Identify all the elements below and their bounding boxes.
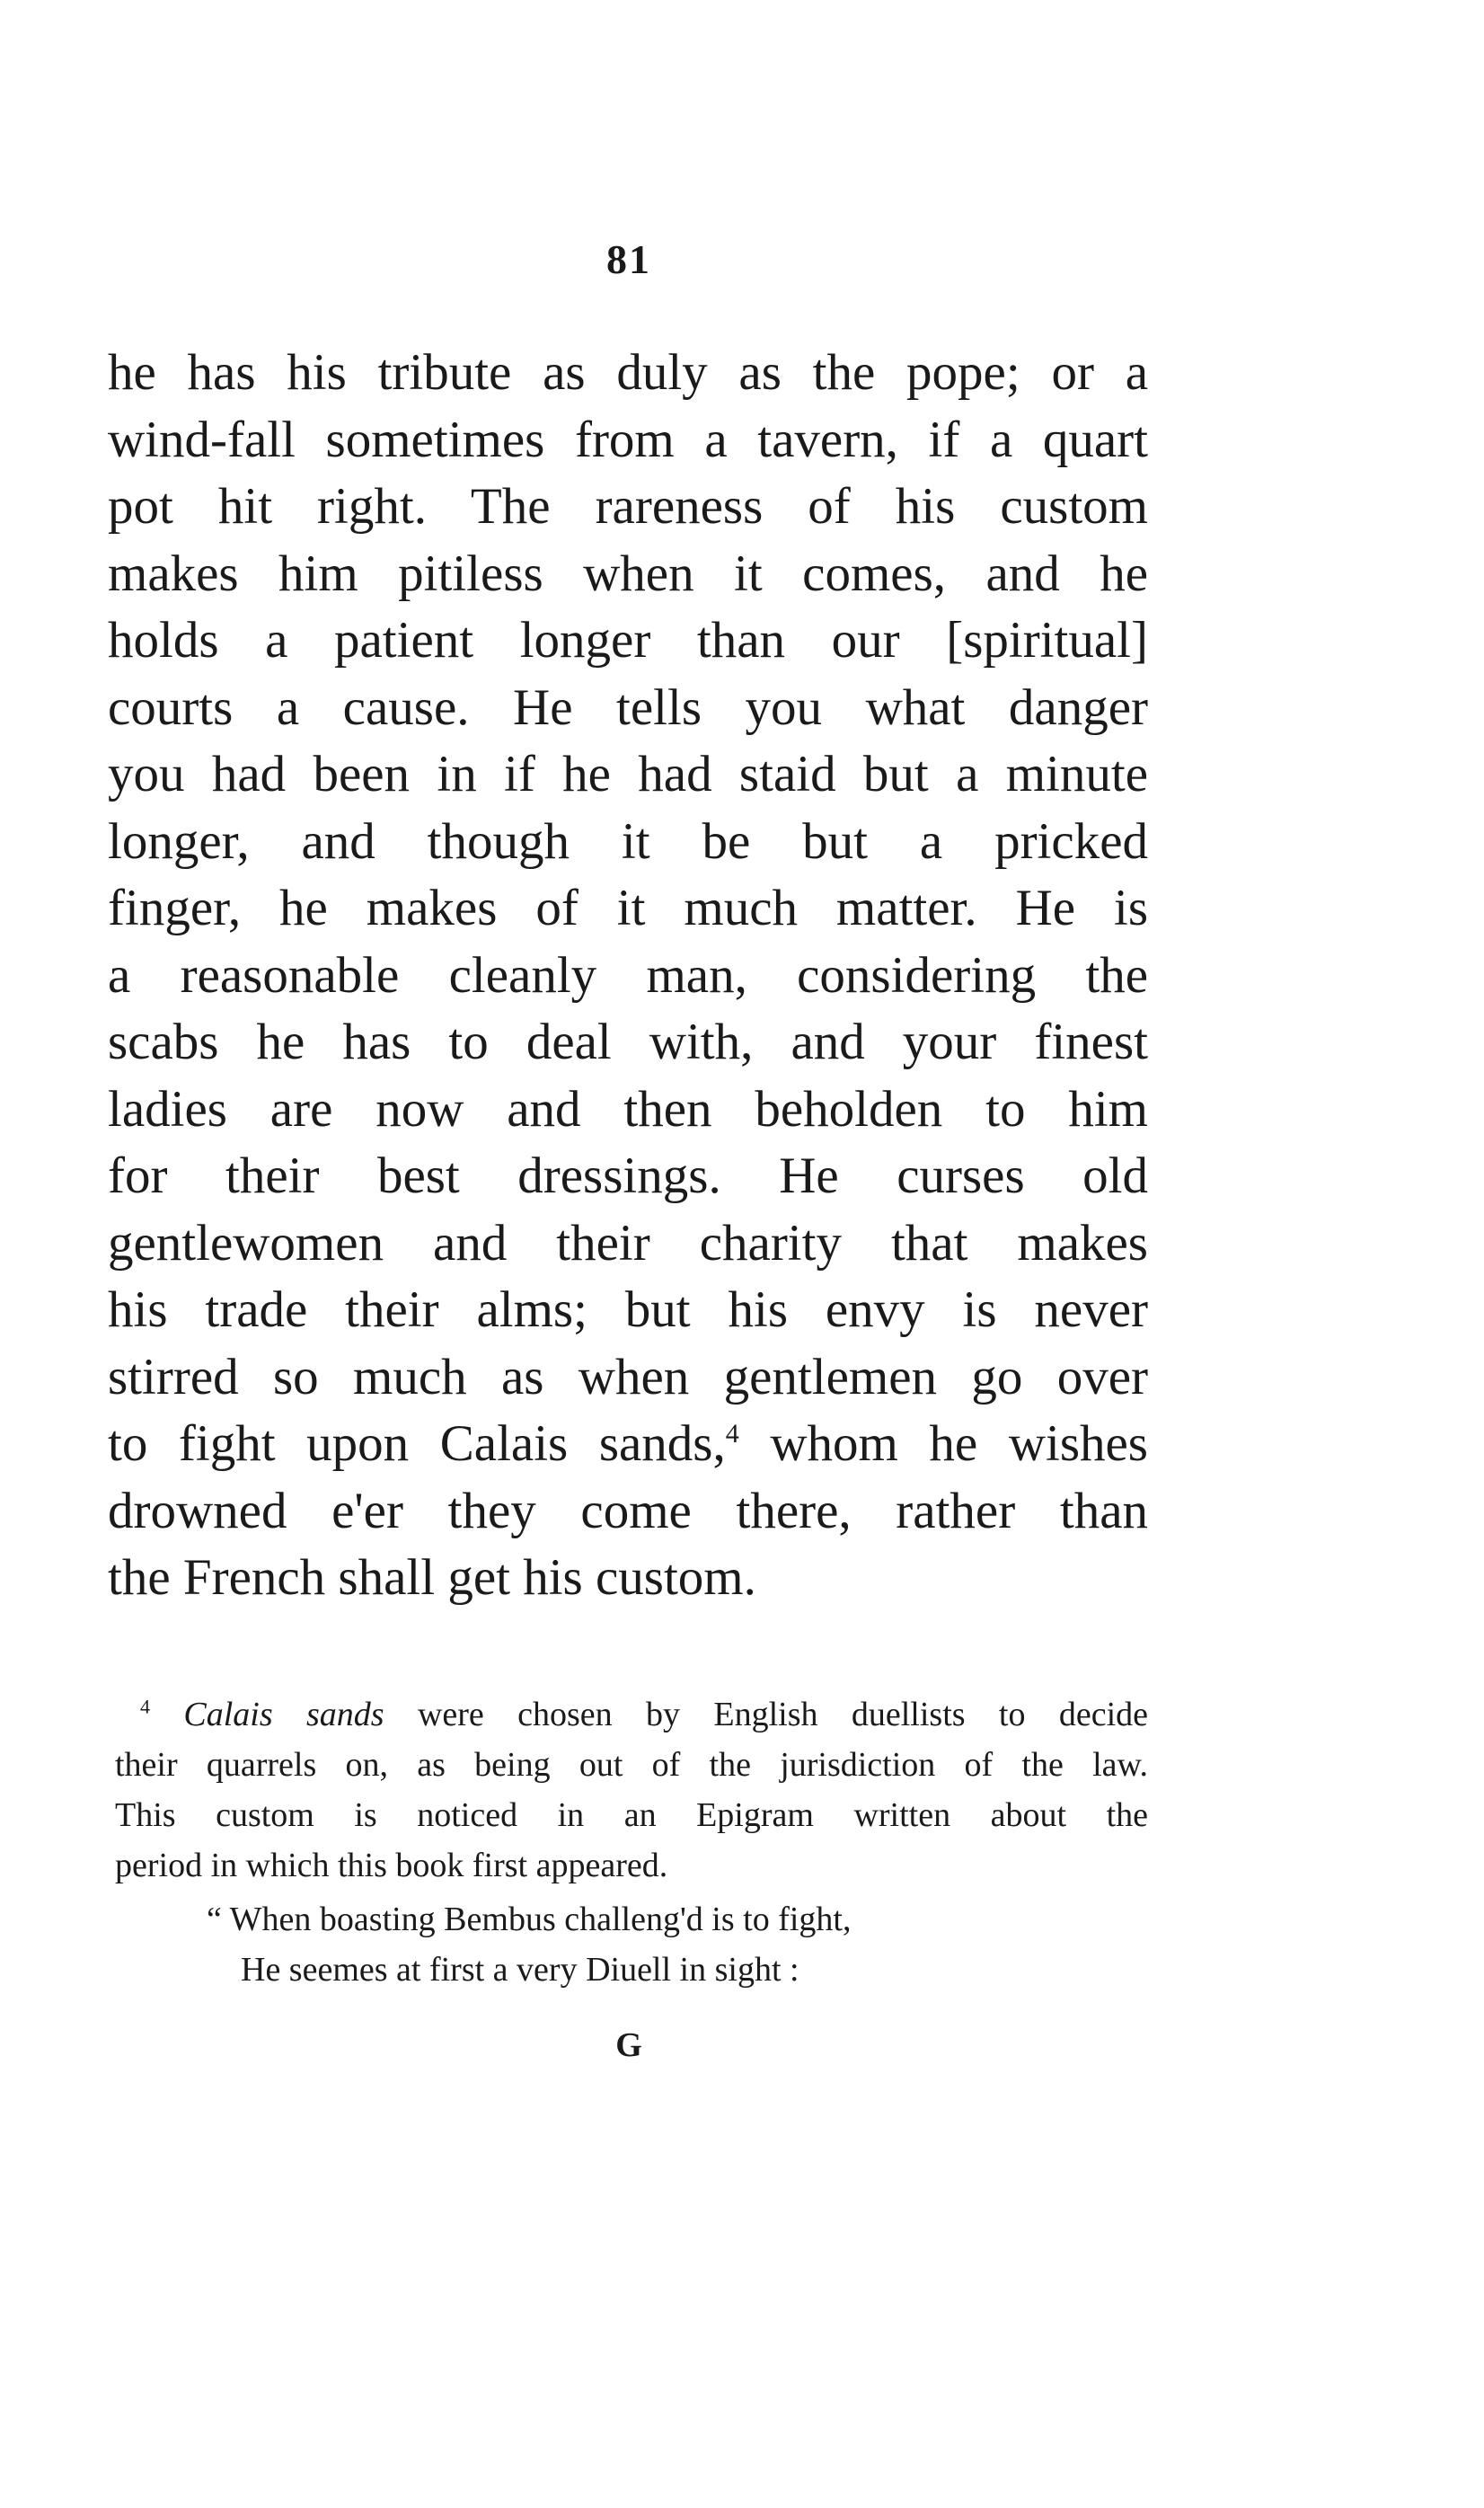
- body-line: courts a cause. He tells you what danger: [108, 678, 1148, 736]
- body-line-text: to fight upon Calais sands,: [108, 1415, 726, 1472]
- body-line: wind-fall sometimes from a tavern, if a quart: [108, 411, 1148, 468]
- verse-line: “ When boasting Bembus challeng'd is to fight,: [207, 1901, 852, 1938]
- signature-mark: G: [615, 2026, 642, 2064]
- body-line-with-footnote-ref: [108, 1411, 1148, 1478]
- body-line: his trade their alms; but his envy is never: [108, 1281, 1148, 1338]
- body-text: [108, 340, 1148, 1612]
- footnote-reference-mark[interactable]: 4: [725, 1419, 739, 1449]
- body-line: for their best dressings. He curses old: [108, 1148, 1148, 1204]
- body-line: stirred so much as when gentlemen go over: [108, 1348, 1148, 1405]
- body-line: drowned e'er they come there, rather than: [108, 1482, 1148, 1539]
- footnote-verse: [115, 1894, 1148, 1995]
- page-number: 81: [606, 236, 651, 282]
- body-line: scabs he has to deal with, and your finest: [108, 1014, 1148, 1070]
- footnote-mark: 4: [140, 1695, 150, 1718]
- body-line: you had been in if he had staid but a minute: [108, 746, 1148, 802]
- body-line: a reasonable cleanly man, considering the: [108, 946, 1148, 1004]
- footnote-emphasis: Calais sands: [183, 1696, 384, 1733]
- body-line: longer, and though it be but a pricked: [108, 812, 1148, 870]
- footnote-line: [115, 1689, 1148, 1740]
- body-line: pot hit right. The rareness of his custom: [108, 478, 1148, 535]
- body-line: the French shall get his custom.: [108, 1549, 756, 1606]
- body-line: gentlewomen and their charity that makes: [108, 1214, 1148, 1272]
- verse-line: He seemes at first a very Diuell in sight :: [241, 1951, 799, 1989]
- body-line: ladies are now and then beholden to him: [108, 1080, 1148, 1138]
- footnote: [115, 1689, 1148, 1995]
- footnote-line: period in which this book first appeared.: [115, 1847, 668, 1884]
- footnote-text: were chosen by English duellists to decide: [384, 1696, 1149, 1733]
- body-line-text: whom he wishes: [738, 1415, 1148, 1472]
- body-line: finger, he makes of it much matter. He is: [108, 880, 1148, 936]
- body-line: makes him pitiless when it comes, and he: [108, 545, 1148, 602]
- body-line: he has his tribute as duly as the pope; or a: [108, 344, 1148, 401]
- footnote-line: This custom is noticed in an Epigram written about the: [115, 1796, 1148, 1834]
- body-line: holds a patient longer than our [spiritual]: [108, 612, 1148, 669]
- footnote-line: their quarrels on, as being out of the jurisdiction of the law.: [115, 1746, 1148, 1784]
